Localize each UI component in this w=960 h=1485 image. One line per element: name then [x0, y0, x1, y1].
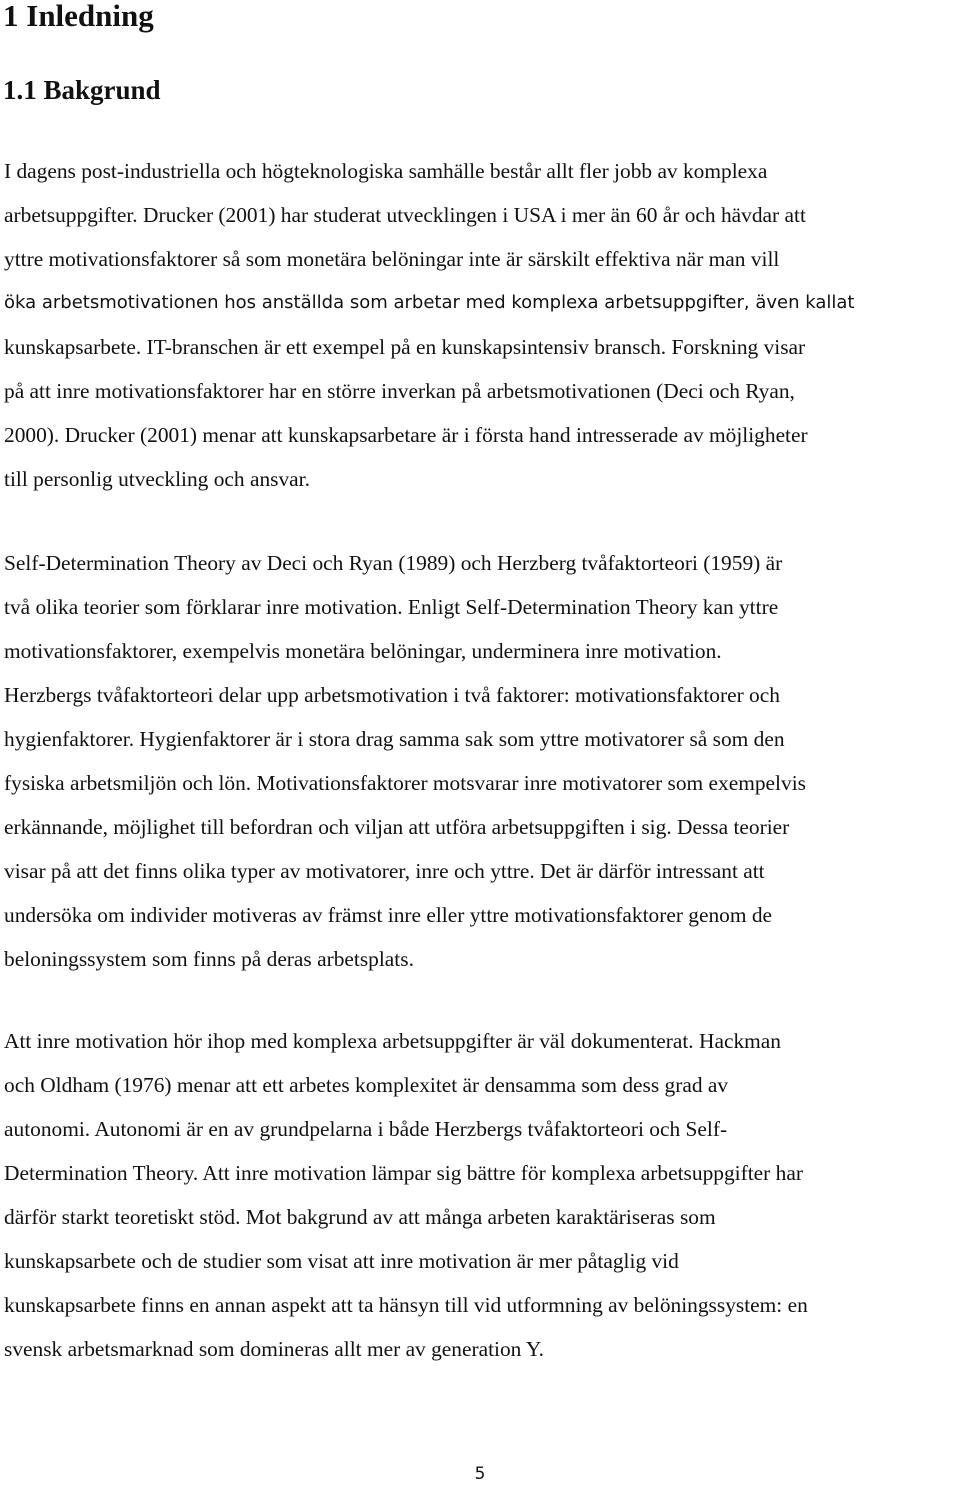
paragraph-line: hygienfaktorer. Hygienfaktorer är i stora drag samma sak som yttre motivatorer så som den [4, 727, 785, 751]
paragraph-line: I dagens post-industriella och högteknologiska samhälle består allt fler jobb av komplexa [4, 159, 768, 183]
paragraph-line: öka arbetsmotivationen hos anställda som arbetar med komplexa arbetsuppgifter, även kallat [4, 292, 855, 313]
paragraph-line: kunskapsarbete finns en annan aspekt att ta hänsyn till vid utformning av belöningssystem: en [4, 1293, 808, 1317]
paragraph-line: kunskapsarbete och de studier som visat att inre motivation är mer påtaglig vid [4, 1249, 679, 1273]
paragraph-line: 2000). Drucker (2001) menar att kunskapsarbetare är i första hand intresserade av möjligheter [4, 423, 808, 447]
paragraph-line: beloningssystem som finns på deras arbetsplats. [4, 947, 414, 971]
paragraph-line: två olika teorier som förklarar inre motivation. Enligt Self-Determination Theory kan yttre [4, 595, 779, 619]
paragraph-line: Determination Theory. Att inre motivation lämpar sig bättre för komplexa arbetsuppgifter har [4, 1161, 803, 1185]
paragraph-line: på att inre motivationsfaktorer har en större inverkan på arbetsmotivationen (Deci och Ryan, [4, 379, 795, 403]
paragraph-2 [4, 541, 960, 981]
paragraph-line: därför starkt teoretiskt stöd. Mot bakgrund av att många arbeten karaktäriseras som [4, 1205, 716, 1229]
paragraph-line: fysiska arbetsmiljön och lön. Motivationsfaktorer motsvarar inre motivatorer som exempelvis [4, 771, 806, 795]
paragraph-line: kunskapsarbete. IT-branschen är ett exempel på en kunskapsintensiv bransch. Forskning visar [4, 335, 806, 359]
paragraph-line: till personlig utveckling och ansvar. [4, 467, 310, 491]
paragraph-line: erkännande, möjlighet till befordran och viljan att utföra arbetsuppgiften i sig. Dessa teorier [4, 815, 790, 839]
page-number: 5 [474, 1464, 486, 1484]
paragraph-line: yttre motivationsfaktorer så som monetära belöningar inte är särskilt effektiva när man vill [4, 247, 780, 271]
section-heading: 1.1 Bakgrund [3, 75, 161, 105]
paragraph-line: och Oldham (1976) menar att ett arbetes komplexitet är densamma som dess grad av [4, 1073, 729, 1097]
chapter-heading: 1 Inledning [3, 0, 154, 33]
paragraph-line: svensk arbetsmarknad som domineras allt mer av generation Y. [4, 1337, 544, 1361]
paragraph-3 [4, 1019, 960, 1371]
paragraph-line: arbetsuppgifter. Drucker (2001) har studerat utvecklingen i USA i mer än 60 år och hävdar att [4, 203, 806, 227]
paragraph-line: Self-Determination Theory av Deci och Ryan (1989) och Herzberg tvåfaktorteori (1959) är [4, 551, 783, 575]
paragraph-line: motivationsfaktorer, exempelvis monetära belöningar, underminera inre motivation. [4, 639, 722, 663]
paragraph-line: Att inre motivation hör ihop med komplexa arbetsuppgifter är väl dokumenterat. Hackman [4, 1029, 781, 1053]
paragraph-line: Herzbergs tvåfaktorteori delar upp arbetsmotivation i två faktorer: motivationsfaktorer och [4, 683, 780, 707]
paragraph-line: autonomi. Autonomi är en av grundpelarna i både Herzbergs tvåfaktorteori och Self- [4, 1117, 728, 1141]
paragraph-1 [4, 149, 960, 501]
paragraph-line: visar på att det finns olika typer av motivatorer, inre och yttre. Det är därför intressant att [4, 859, 765, 883]
paragraph-line: undersöka om individer motiveras av främst inre eller yttre motivationsfaktorer genom de [4, 903, 773, 927]
